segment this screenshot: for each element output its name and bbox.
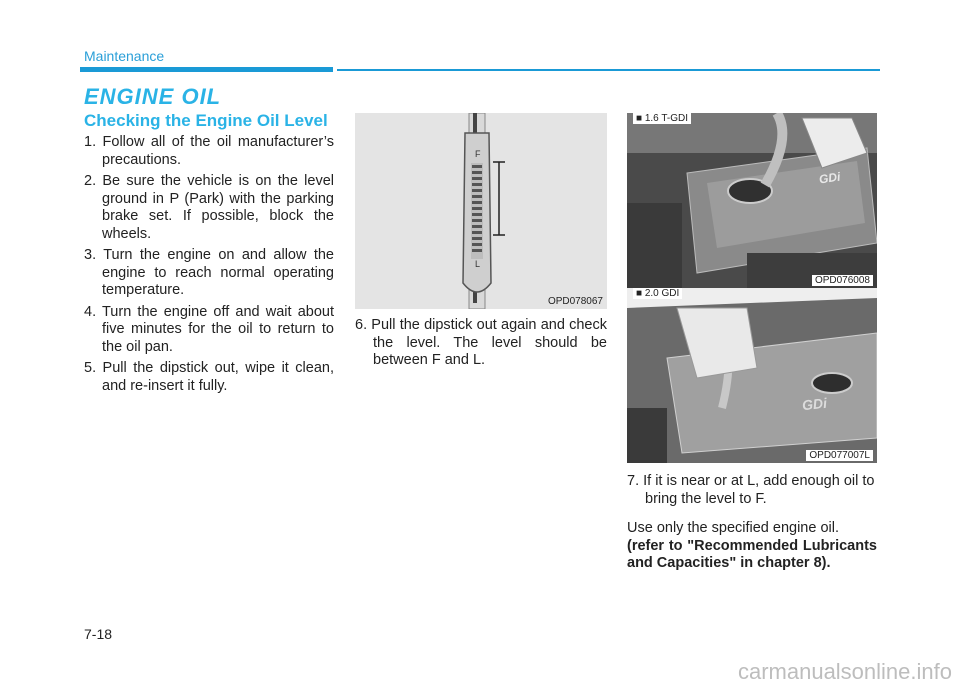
engine-label: ■ 1.6 T-GDI [633, 113, 691, 124]
watermark: carmanualsonline.info [737, 659, 952, 684]
figure-code: OPD076008 [812, 275, 873, 286]
page-number: 7-18 [84, 626, 113, 642]
step-4: 4. Turn the engine off and wait about five minutes for the oil to return to the oil pan. [84, 303, 334, 355]
note-reference: (refer to "Recommended Lubricants and Capacities" in chapter 8). [627, 537, 877, 571]
engine-1-illustration [627, 113, 877, 288]
engine-badge: GDi [801, 394, 828, 414]
subsection-title: Checking the Engine Oil Level [84, 111, 328, 130]
dipstick-mark-l: L [475, 259, 481, 269]
engine-badge: GDi [818, 169, 842, 187]
step-6: 6. Pull the dipstick out again and check the level. The level should be between F and L. [355, 317, 607, 368]
engine-figure-1 [627, 113, 877, 288]
note-text: Use only the specified engine oil. [627, 520, 839, 536]
figure-code: OPD077007L [806, 450, 873, 461]
oil-note [627, 520, 877, 573]
figure-code: OPD078067 [547, 296, 603, 307]
step-3: 3. Turn the engine on and allow the engine to reach normal operating temperature. [84, 247, 334, 298]
dipstick-figure [355, 113, 607, 309]
column-middle [355, 113, 607, 370]
step-2: 2. Be sure the vehicle is on the level ground in P (Park) with the parking brake set. If possible, block the wheels. [84, 173, 334, 242]
engine-label: ■ 2.0 GDI [633, 288, 682, 299]
engine-figure-2 [627, 288, 877, 463]
dipstick-mark-f: F [475, 149, 481, 159]
engine-2-illustration [627, 288, 877, 463]
chapter-title: ENGINE OIL [84, 84, 222, 109]
header-rule [337, 69, 880, 71]
dipstick-illustration [355, 113, 607, 309]
step-7: 7. If it is near or at L, add enough oil to bring the level to F. [627, 473, 875, 507]
header-bar [80, 67, 333, 72]
steps-list [84, 134, 334, 399]
step-5: 5. Pull the dipstick out, wipe it clean, and re-insert it fully. [84, 360, 334, 394]
section-label: Maintenance [84, 48, 165, 64]
column-right [627, 113, 877, 573]
step-1: 1. Follow all of the oil manufacturer’s precautions. [84, 134, 334, 168]
